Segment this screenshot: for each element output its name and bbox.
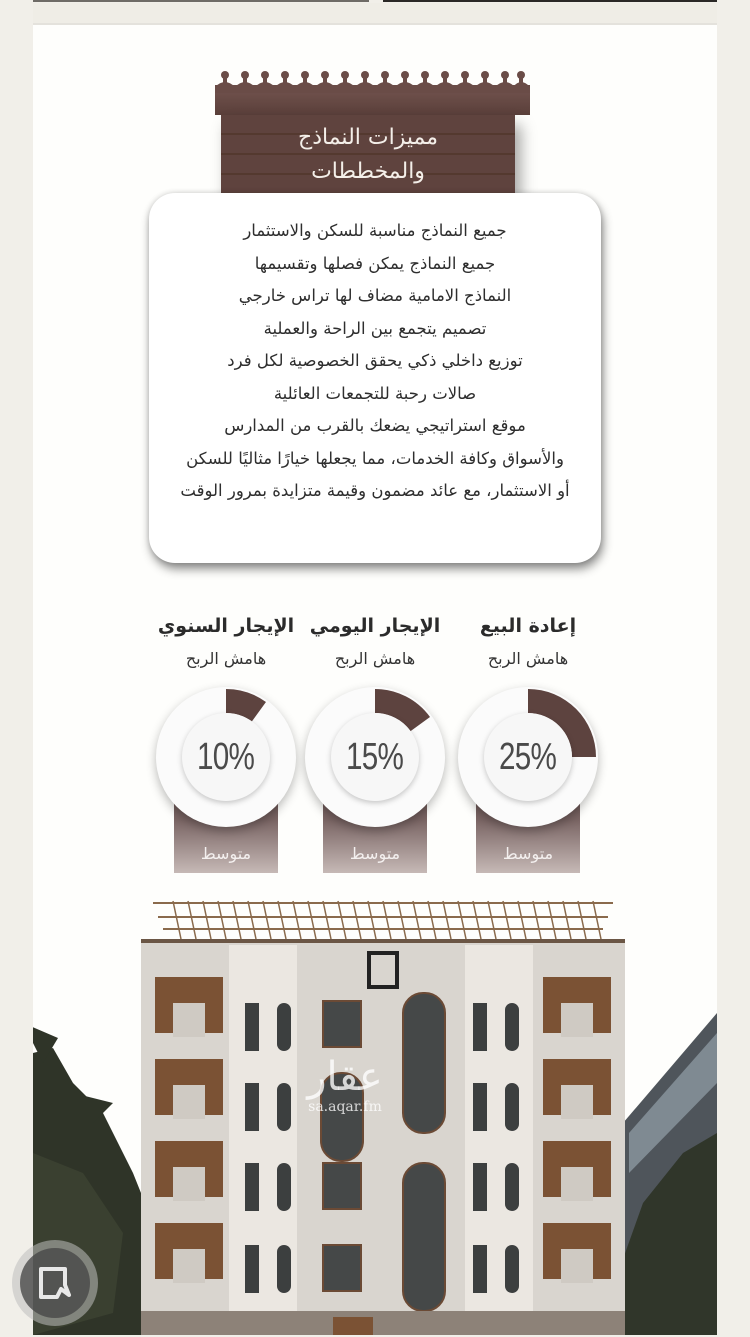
stat-tag-label: متوسط [200, 844, 252, 863]
banner-title-line2: والمخططات [311, 159, 425, 184]
stat-value: 15% [346, 735, 404, 778]
watermark-logo: عقار [307, 1054, 383, 1100]
features-list [149, 193, 601, 508]
features-banner [215, 69, 530, 189]
feature-item: صالات رحبة للتجمعات العائلية [273, 383, 477, 403]
watermark [285, 1055, 405, 1115]
feature-item: توزيع داخلي ذكي يحقق الخصوصية لكل فرد [227, 351, 523, 370]
next-image-edge [383, 0, 717, 2]
progress-ring-center [484, 713, 572, 801]
stat-daily-rent [300, 615, 450, 875]
progress-ring-center [331, 713, 419, 801]
progress-ring [305, 687, 445, 827]
feature-item: النماذج الامامية مضاف لها تراس خارجي [238, 286, 512, 305]
feature-item: تصميم يتجمع بين الراحة والعملية [263, 318, 487, 338]
feature-item: موقع استراتيجي يضعك بالقرب من المدارس [224, 416, 526, 435]
stat-title: إعادة البيع [479, 615, 577, 637]
stat-value: 25% [499, 735, 557, 778]
feature-item: أو الاستثمار، مع عائد مضمون وقيمة متزايدة بمرور الوقت [180, 481, 570, 500]
aqar-chat-icon [20, 1248, 90, 1318]
banner-title [221, 115, 515, 195]
stat-title: الإيجار السنوي [157, 615, 295, 637]
stat-value: 10% [197, 735, 255, 778]
banner-title-line1: مميزات النماذج [298, 125, 438, 150]
progress-ring [458, 687, 598, 827]
stat-resale [453, 615, 603, 875]
feature-item: جميع النماذج مناسبة للسكن والاستثمار [243, 221, 507, 240]
listing-image[interactable] [33, 23, 717, 1335]
stat-tag-label: متوسط [349, 844, 401, 863]
banner-cornice [215, 93, 530, 115]
stat-title: الإيجار اليومي [309, 615, 441, 637]
watermark-url: sa.aqar.fm [308, 1099, 382, 1115]
stat-annual-rent [151, 615, 301, 875]
stat-subtitle: هامش الربح [334, 649, 416, 668]
stat-tag-label: متوسط [502, 844, 554, 863]
feature-item: والأسواق وكافة الخدمات، مما يجعلها خيارًا مثاليًا للسكن [186, 448, 564, 468]
feature-item: جميع النماذج يمكن فصلها وتقسيمها [254, 253, 496, 273]
progress-ring [156, 687, 296, 827]
prev-image-edge [33, 0, 369, 2]
progress-ring-center [182, 713, 270, 801]
floating-chat-button[interactable] [12, 1240, 98, 1326]
features-box [149, 193, 601, 563]
image-gap [33, 3, 717, 23]
stat-subtitle: هامش الربح [185, 649, 267, 668]
stat-subtitle: هامش الربح [487, 649, 569, 668]
